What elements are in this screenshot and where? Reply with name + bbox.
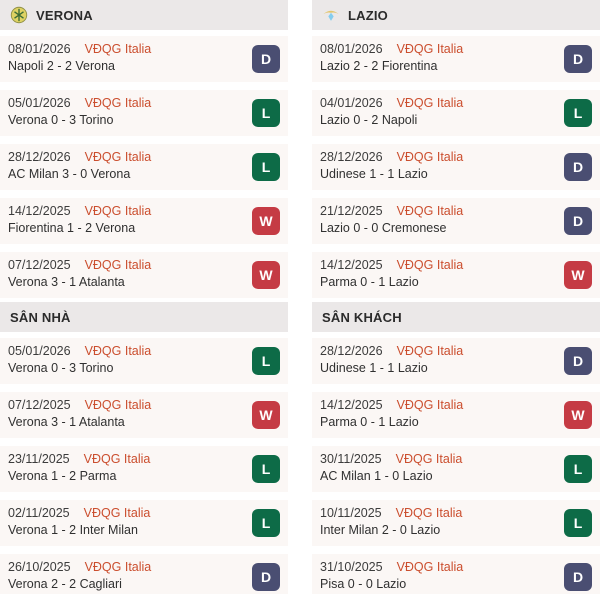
lazio-eagle-icon bbox=[322, 6, 340, 24]
match-date: 05/01/2026 bbox=[8, 344, 71, 358]
match-row[interactable] bbox=[312, 90, 600, 136]
match-row[interactable] bbox=[0, 252, 288, 298]
league-label[interactable]: VĐQG Italia bbox=[396, 42, 464, 56]
match-row[interactable] bbox=[0, 554, 288, 594]
team-column-verona bbox=[0, 0, 288, 594]
match-score: Verona 3 - 1 Atalanta bbox=[8, 275, 125, 289]
match-row[interactable] bbox=[312, 392, 600, 438]
league-label[interactable]: VĐQG Italia bbox=[84, 42, 152, 56]
match-date: 08/01/2026 bbox=[320, 42, 383, 56]
match-score: AC Milan 3 - 0 Verona bbox=[8, 167, 131, 181]
match-meta bbox=[320, 398, 556, 412]
match-score: Lazio 0 - 2 Napoli bbox=[320, 113, 418, 127]
match-meta bbox=[8, 96, 244, 110]
team-header-verona bbox=[0, 0, 288, 30]
match-score: Verona 1 - 2 Inter Milan bbox=[8, 523, 138, 537]
match-date: 28/12/2026 bbox=[320, 344, 383, 358]
league-label[interactable]: VĐQG Italia bbox=[84, 560, 152, 574]
match-date: 14/12/2025 bbox=[320, 398, 383, 412]
section-title: VERONA bbox=[36, 7, 93, 23]
league-label[interactable]: VĐQG Italia bbox=[396, 150, 464, 164]
result-badge: D bbox=[564, 45, 592, 73]
recent-form-section-verona bbox=[0, 0, 288, 298]
league-label[interactable]: VĐQG Italia bbox=[395, 506, 463, 520]
match-meta bbox=[320, 96, 556, 110]
match-score: Udinese 1 - 1 Lazio bbox=[320, 167, 428, 181]
match-list bbox=[312, 36, 600, 298]
match-date: 07/12/2025 bbox=[8, 398, 71, 412]
match-row[interactable] bbox=[312, 36, 600, 82]
match-row[interactable] bbox=[0, 338, 288, 384]
league-label[interactable]: VĐQG Italia bbox=[396, 560, 464, 574]
away-form-section bbox=[312, 302, 600, 594]
match-date: 05/01/2026 bbox=[8, 96, 71, 110]
section-title: LAZIO bbox=[348, 7, 388, 23]
match-date: 26/10/2025 bbox=[8, 560, 71, 574]
result-badge: L bbox=[252, 455, 280, 483]
match-row[interactable] bbox=[0, 144, 288, 190]
match-date: 07/12/2025 bbox=[8, 258, 71, 272]
match-meta bbox=[8, 560, 244, 574]
league-label[interactable]: VĐQG Italia bbox=[84, 96, 152, 110]
match-meta bbox=[320, 452, 556, 466]
match-row[interactable] bbox=[0, 90, 288, 136]
match-list bbox=[0, 338, 288, 594]
match-meta bbox=[320, 150, 556, 164]
league-label[interactable]: VĐQG Italia bbox=[396, 398, 464, 412]
result-badge: D bbox=[564, 153, 592, 181]
match-score: AC Milan 1 - 0 Lazio bbox=[320, 469, 433, 483]
match-meta bbox=[320, 506, 556, 520]
recent-form-section-lazio bbox=[312, 0, 600, 298]
match-score: Fiorentina 1 - 2 Verona bbox=[8, 221, 136, 235]
match-list bbox=[312, 338, 600, 594]
section-title: SÂN NHÀ bbox=[10, 309, 71, 325]
match-score: Verona 1 - 2 Parma bbox=[8, 469, 117, 483]
match-meta bbox=[8, 204, 244, 218]
match-date: 23/11/2025 bbox=[8, 452, 70, 466]
result-badge: W bbox=[564, 261, 592, 289]
league-label[interactable]: VĐQG Italia bbox=[395, 452, 463, 466]
match-row[interactable] bbox=[312, 500, 600, 546]
match-score: Inter Milan 2 - 0 Lazio bbox=[320, 523, 441, 537]
match-row[interactable] bbox=[312, 446, 600, 492]
match-row[interactable] bbox=[0, 198, 288, 244]
league-label[interactable]: VĐQG Italia bbox=[396, 204, 464, 218]
result-badge: W bbox=[564, 401, 592, 429]
match-row[interactable] bbox=[312, 338, 600, 384]
match-row[interactable] bbox=[312, 144, 600, 190]
match-date: 28/12/2026 bbox=[320, 150, 383, 164]
match-score: Verona 0 - 3 Torino bbox=[8, 361, 114, 375]
result-badge: W bbox=[252, 261, 280, 289]
match-row[interactable] bbox=[0, 446, 288, 492]
match-score: Verona 2 - 2 Cagliari bbox=[8, 577, 122, 591]
match-date: 04/01/2026 bbox=[320, 96, 383, 110]
result-badge: D bbox=[252, 45, 280, 73]
match-meta bbox=[320, 560, 556, 574]
match-date: 28/12/2026 bbox=[8, 150, 71, 164]
match-row[interactable] bbox=[312, 252, 600, 298]
match-score: Verona 3 - 1 Atalanta bbox=[8, 415, 125, 429]
result-badge: L bbox=[252, 99, 280, 127]
league-label[interactable]: VĐQG Italia bbox=[83, 452, 151, 466]
match-meta bbox=[8, 344, 244, 358]
match-meta bbox=[320, 42, 556, 56]
match-date: 14/12/2025 bbox=[8, 204, 71, 218]
league-label[interactable]: VĐQG Italia bbox=[84, 344, 152, 358]
result-badge: L bbox=[564, 509, 592, 537]
result-badge: W bbox=[252, 207, 280, 235]
match-list bbox=[0, 36, 288, 298]
match-score: Parma 0 - 1 Lazio bbox=[320, 415, 419, 429]
result-badge: D bbox=[252, 563, 280, 591]
match-meta bbox=[8, 398, 244, 412]
result-badge: L bbox=[564, 455, 592, 483]
league-label[interactable]: VĐQG Italia bbox=[396, 344, 464, 358]
team-column-lazio bbox=[312, 0, 600, 594]
league-label[interactable]: VĐQG Italia bbox=[396, 96, 464, 110]
home-section-header bbox=[0, 302, 288, 332]
match-meta bbox=[8, 452, 244, 466]
match-row[interactable] bbox=[312, 198, 600, 244]
match-meta bbox=[320, 258, 556, 272]
result-badge: W bbox=[252, 401, 280, 429]
match-meta bbox=[8, 506, 244, 520]
match-meta bbox=[8, 42, 244, 56]
result-badge: L bbox=[252, 153, 280, 181]
away-section-header bbox=[312, 302, 600, 332]
match-date: 31/10/2025 bbox=[320, 560, 383, 574]
result-badge: L bbox=[252, 347, 280, 375]
match-date: 10/11/2025 bbox=[320, 506, 382, 520]
team-header-lazio bbox=[312, 0, 600, 30]
league-label[interactable]: VĐQG Italia bbox=[84, 398, 152, 412]
home-form-section bbox=[0, 302, 288, 594]
result-badge: D bbox=[564, 347, 592, 375]
result-badge: L bbox=[252, 509, 280, 537]
match-row[interactable] bbox=[0, 500, 288, 546]
league-label[interactable]: VĐQG Italia bbox=[396, 258, 464, 272]
match-date: 08/01/2026 bbox=[8, 42, 71, 56]
match-meta bbox=[320, 204, 556, 218]
match-score: Lazio 0 - 0 Cremonese bbox=[320, 221, 447, 235]
match-score: Lazio 2 - 2 Fiorentina bbox=[320, 59, 438, 73]
league-label[interactable]: VĐQG Italia bbox=[84, 204, 152, 218]
section-title: SÂN KHÁCH bbox=[322, 309, 402, 325]
match-row[interactable] bbox=[312, 554, 600, 594]
match-score: Udinese 1 - 1 Lazio bbox=[320, 361, 428, 375]
verona-crest-icon bbox=[10, 6, 28, 24]
match-row[interactable] bbox=[0, 392, 288, 438]
match-score: Parma 0 - 1 Lazio bbox=[320, 275, 419, 289]
league-label[interactable]: VĐQG Italia bbox=[84, 258, 152, 272]
match-score: Verona 0 - 3 Torino bbox=[8, 113, 114, 127]
league-label[interactable]: VĐQG Italia bbox=[84, 150, 152, 164]
match-row[interactable] bbox=[0, 36, 288, 82]
league-label[interactable]: VĐQG Italia bbox=[83, 506, 151, 520]
match-date: 02/11/2025 bbox=[8, 506, 70, 520]
result-badge: D bbox=[564, 207, 592, 235]
match-score: Pisa 0 - 0 Lazio bbox=[320, 577, 407, 591]
result-badge: D bbox=[564, 563, 592, 591]
match-score: Napoli 2 - 2 Verona bbox=[8, 59, 116, 73]
match-meta bbox=[320, 344, 556, 358]
match-meta bbox=[8, 150, 244, 164]
match-date: 30/11/2025 bbox=[320, 452, 382, 466]
match-meta bbox=[8, 258, 244, 272]
result-badge: L bbox=[564, 99, 592, 127]
match-date: 14/12/2025 bbox=[320, 258, 383, 272]
match-date: 21/12/2025 bbox=[320, 204, 383, 218]
